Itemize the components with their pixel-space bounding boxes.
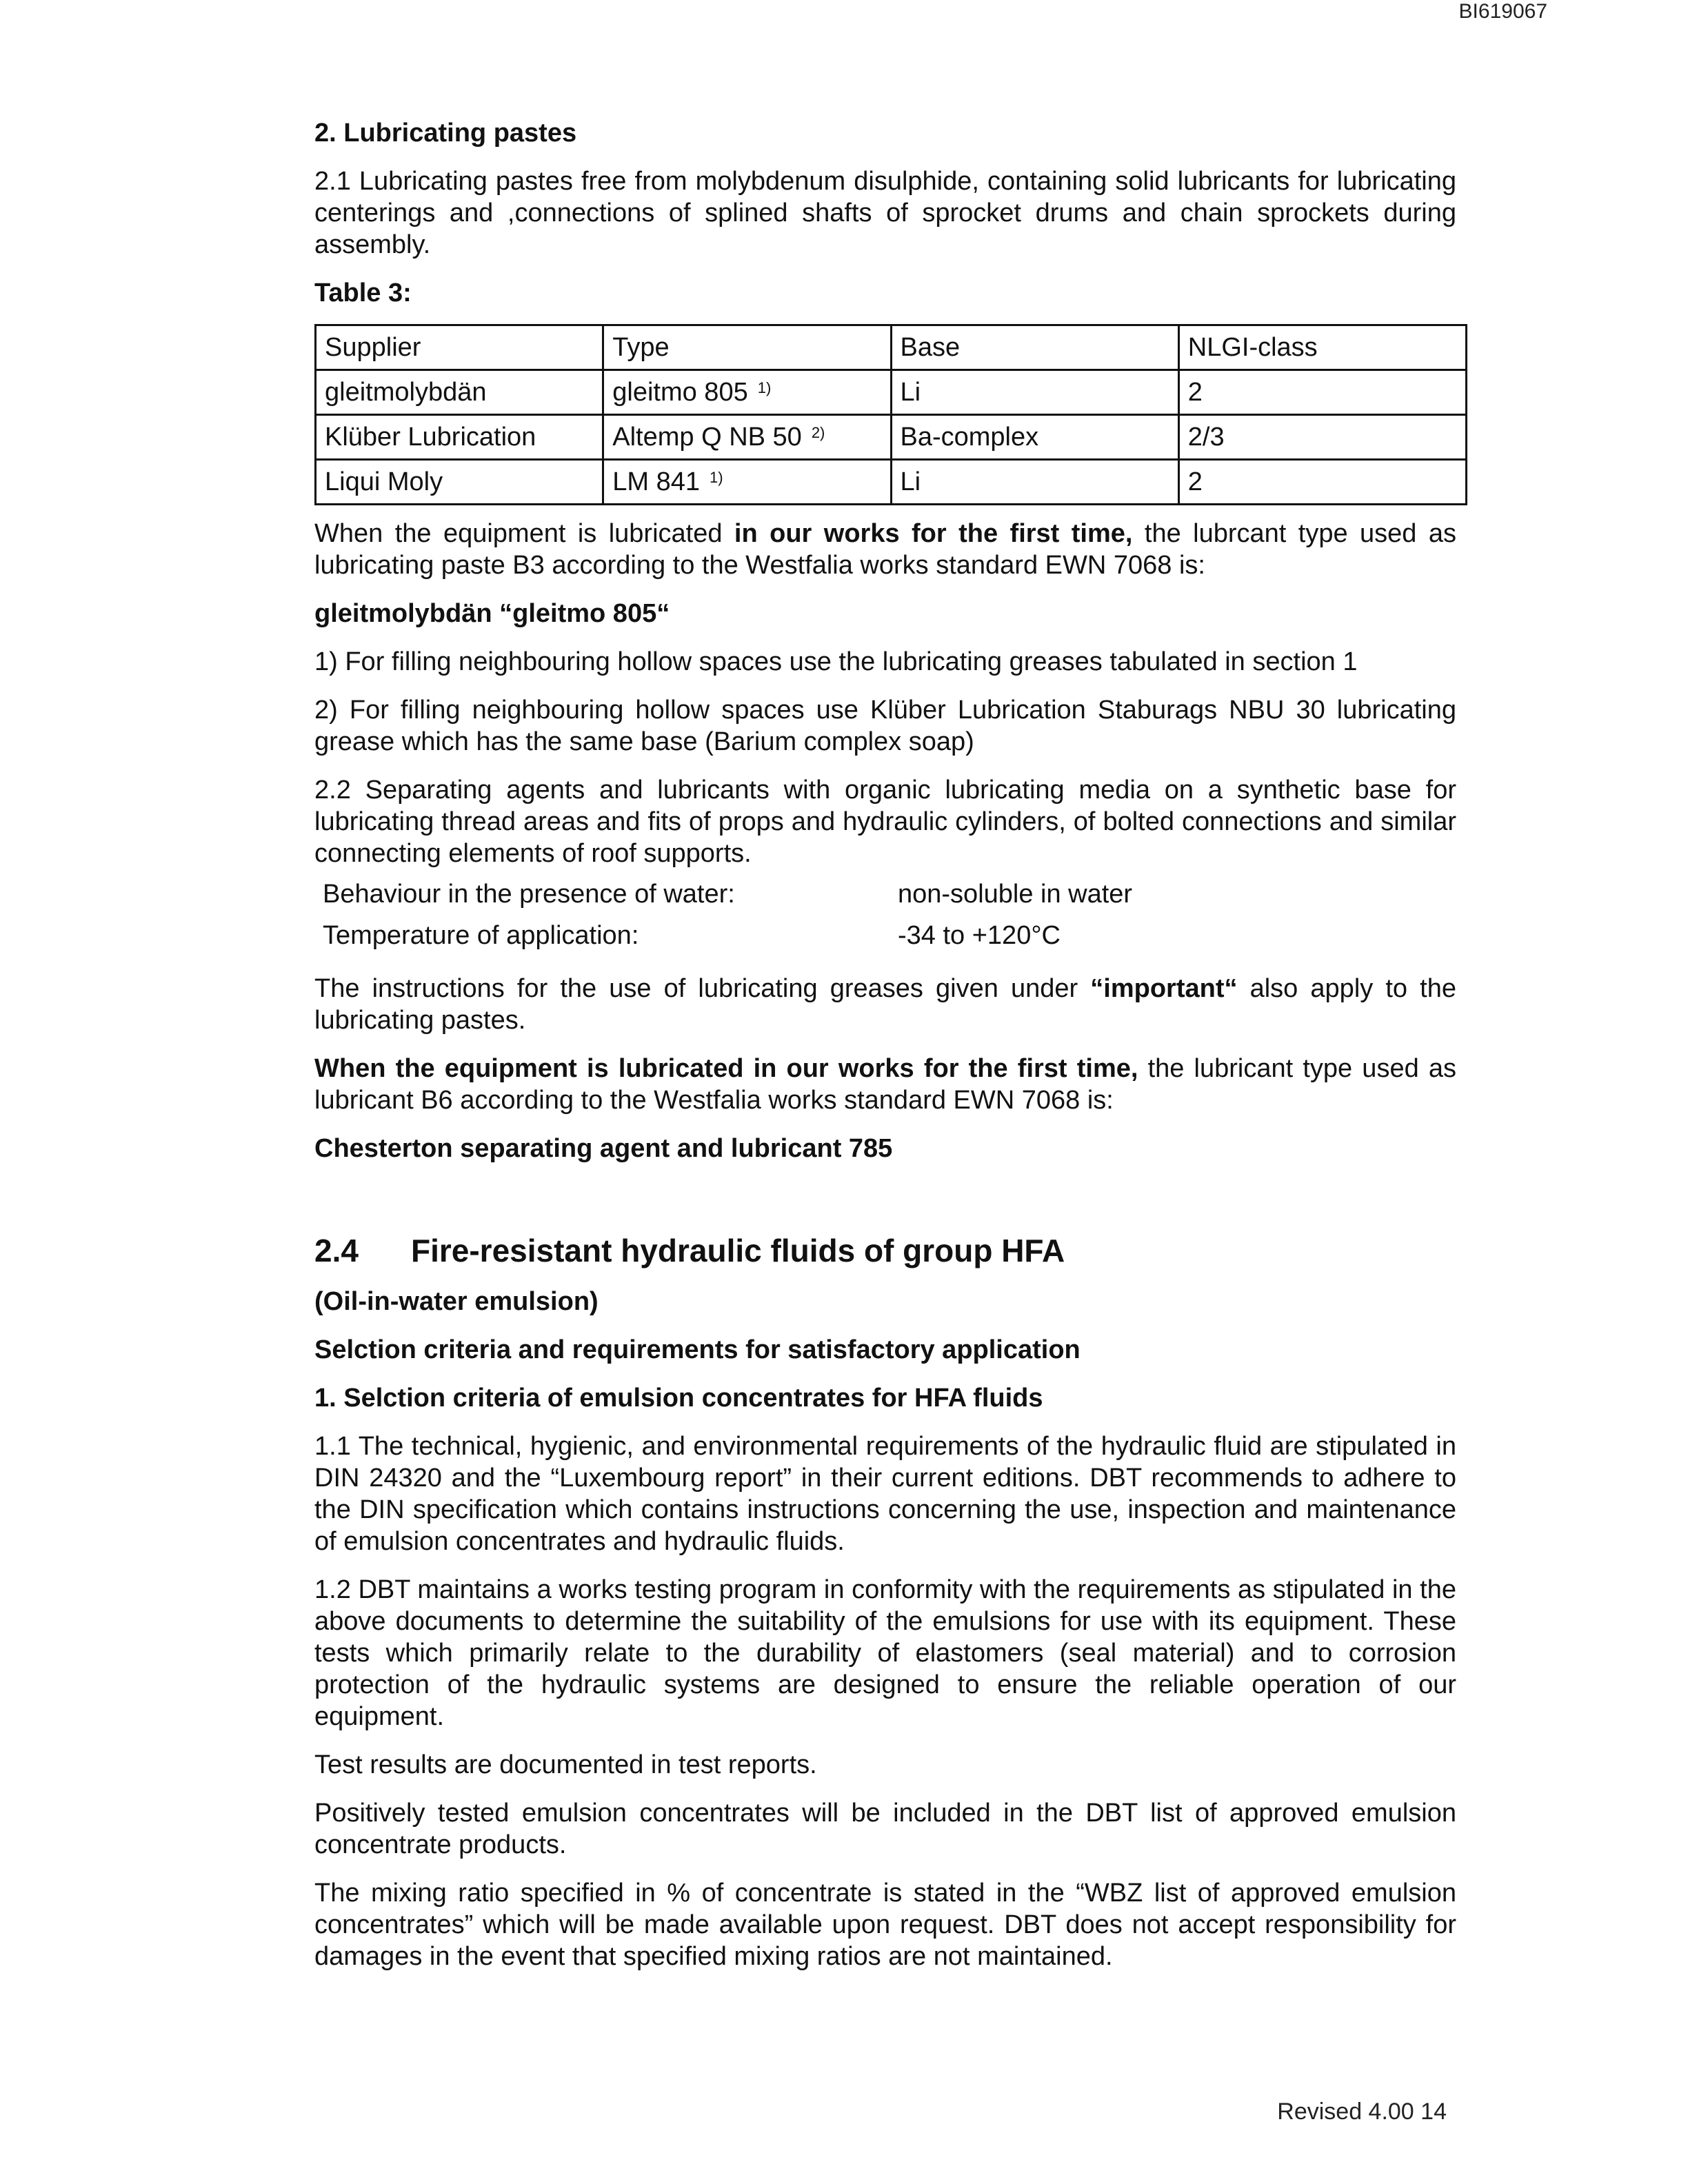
cell-nlgi: 2 xyxy=(1178,370,1466,415)
type-name: LM 841 xyxy=(612,467,700,496)
paragraph-1-2: 1.2 DBT maintains a works testing program in conformity with the requirements as stipulated in the above documents to determine the suitability of the emulsions for use with its equipment. These tests which primarily relate to the durability of elastomers (seal material) and to corrosion protection of the hydraulic systems are designed to ensure the reliable operation of our equipment. xyxy=(314,1575,1456,1731)
table-row xyxy=(316,460,1467,505)
text-run: When the equipment is lubricated xyxy=(314,519,734,548)
footnote-ref: 1) xyxy=(710,469,723,486)
properties-list xyxy=(323,873,1456,956)
emphasis-text: in our works for the first time, xyxy=(734,519,1133,548)
property-label: Behaviour in the presence of water: xyxy=(323,880,735,909)
header-cell-base: Base xyxy=(891,325,1178,370)
cell-nlgi: 2 xyxy=(1178,460,1466,505)
paragraph-2-1: 2.1 Lubricating pastes free from molybdenum disulphide, containing solid lubricants for lubricating centerings and ,connections of splined shafts of sprocket drums and chain sprockets during assembly. xyxy=(314,167,1456,259)
type-name: gleitmo 805 xyxy=(612,378,748,407)
table-row xyxy=(316,370,1467,415)
cell-nlgi: 2/3 xyxy=(1178,415,1466,460)
selection-criteria-heading: Selction criteria and requirements for satisfactory application xyxy=(314,1335,1081,1364)
section-number: 2.4 xyxy=(314,1233,359,1268)
property-value: -34 to +120°C xyxy=(898,921,1061,950)
text-run: also apply to the lubricating pastes. xyxy=(314,974,1456,1035)
lubricating-pastes-table xyxy=(314,324,1467,505)
property-label: Temperature of application: xyxy=(323,921,639,950)
type-name: Altemp Q NB 50 xyxy=(612,423,802,452)
property-row xyxy=(323,873,1456,915)
cell-type xyxy=(603,415,891,460)
test-results-paragraph: Test results are documented in test reports. xyxy=(314,1750,817,1779)
page-footer: Revised 4.00 14 xyxy=(1277,2099,1447,2125)
footnote-ref: 1) xyxy=(757,379,772,396)
oil-in-water-subtitle: (Oil-in-water emulsion) xyxy=(314,1287,599,1316)
header-cell-nlgi: NLGI-class xyxy=(1178,325,1466,370)
text-run: the lubrcant type used as lubricating paste B3 according to the Westfalia works standard EWN 7068 is: xyxy=(314,519,1456,580)
mixing-ratio-paragraph: The mixing ratio specified in % of concentrate is stated in the “WBZ list of approved emulsion concentrates” which will be made available upon request. DBT does not accept responsibility for damages in the event that specified mixing ratios are not maintained. xyxy=(314,1879,1456,1971)
table-header-row xyxy=(316,325,1467,370)
section-title: Fire-resistant hydraulic fluids of group HFA xyxy=(411,1233,1065,1268)
gleitmo-product-line: gleitmolybdän “gleitmo 805“ xyxy=(314,599,670,628)
header-cell-supplier: Supplier xyxy=(316,325,603,370)
paragraph-2-2: 2.2 Separating agents and lubricants with organic lubricating media on a synthetic base for lubricating thread areas and fits of props and hydraulic cylinders, of bolted connections and similar connecting elements of roof supports. xyxy=(314,776,1456,868)
emphasis-text: When the equipment is lubricated in our works for the first time, xyxy=(314,1054,1138,1083)
table-3-label: Table 3: xyxy=(314,279,412,307)
section-2-heading: 2. Lubricating pastes xyxy=(314,119,577,148)
section-2-4-heading xyxy=(314,1235,1456,1266)
b6-lubricant-paragraph xyxy=(314,1053,1456,1116)
instructions-paragraph xyxy=(314,973,1456,1036)
text-run: The instructions for the use of lubricating greases given under xyxy=(314,974,1091,1003)
footnote-1: 1) For filling neighbouring hollow spaces use the lubricating greases tabulated in section 1 xyxy=(314,647,1358,676)
cell-supplier: Klüber Lubrication xyxy=(316,415,603,460)
emphasis-text: “important“ xyxy=(1090,974,1238,1003)
cell-supplier: Liqui Moly xyxy=(316,460,603,505)
cell-base: Li xyxy=(891,370,1178,415)
cell-base: Ba-complex xyxy=(891,415,1178,460)
table-row xyxy=(316,415,1467,460)
text-run: the lubricant type used as lubricant B6 according to the Westfalia works standard EWN 7068 is: xyxy=(314,1054,1456,1115)
footnote-ref: 2) xyxy=(811,424,825,441)
page-content xyxy=(314,117,1456,1972)
cell-supplier: gleitmolybdän xyxy=(316,370,603,415)
chesterton-product-line: Chesterton separating agent and lubricant 785 xyxy=(314,1134,893,1163)
cell-type xyxy=(603,460,891,505)
header-cell-type: Type xyxy=(603,325,891,370)
property-row xyxy=(323,915,1456,956)
first-lubrication-paragraph xyxy=(314,518,1456,581)
cell-type xyxy=(603,370,891,415)
paragraph-1-1: 1.1 The technical, hygienic, and environmental requirements of the hydraulic fluid are stipulated in DIN 24320 and the “Luxembourg report” in their current editions. DBT recommends to adhere to the DIN specification which contains instructions concerning the use, inspection and maintenance of emulsion concentrates and hydraulic fluids. xyxy=(314,1432,1456,1556)
approved-list-paragraph: Positively tested emulsion concentrates will be included in the DBT list of approved emulsion concentrate products. xyxy=(314,1799,1456,1859)
cell-base: Li xyxy=(891,460,1178,505)
emulsion-criteria-heading: 1. Selction criteria of emulsion concentrates for HFA fluids xyxy=(314,1384,1043,1413)
document-id: BI619067 xyxy=(1458,0,1547,23)
property-value: non-soluble in water xyxy=(898,880,1133,909)
footnote-2: 2) For filling neighbouring hollow spaces use Klüber Lubrication Staburags NBU 30 lubricating grease which has the same base (Barium complex soap) xyxy=(314,696,1456,756)
